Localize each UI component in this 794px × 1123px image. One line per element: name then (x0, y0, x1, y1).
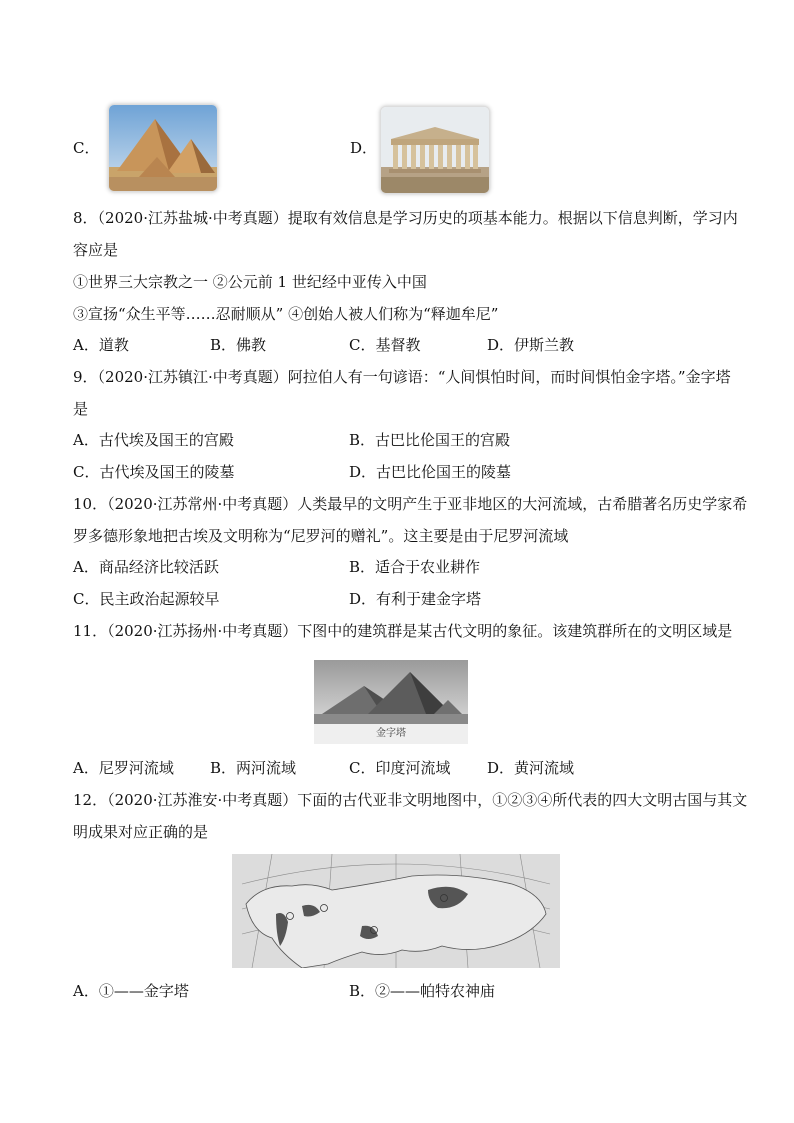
q10-option-d: D．有利于建金字塔 (349, 590, 482, 608)
ancient-civilization-map (232, 854, 560, 968)
q10-option-c: C．民主政治起源较早 (73, 590, 220, 608)
q9-stem-line1: 9．（2020·江苏镇江·中考真题）阿拉伯人有一句谚语：“人间惧怕时间，而时间惧怕金字塔。”金字塔 (73, 368, 731, 386)
q8-option-d: D．伊斯兰教 (487, 336, 575, 354)
q12-stem-line1: 12．（2020·江苏淮安·中考真题）下面的古代亚非文明地图中，①②③④所代表的四大文明古国与其文 (73, 791, 748, 809)
q10-option-a: A．商品经济比较活跃 (73, 558, 219, 576)
q11-stem-line1: 11．（2020·江苏扬州·中考真题）下图中的建筑群是某古代文明的象征。该建筑群所在的文明区域是 (73, 622, 733, 640)
q8-stem-line1: 8．（2020·江苏盐城·中考真题）提取有效信息是学习历史的项基本能力。根据以下信息判断，学习内 (73, 209, 738, 227)
option-d-label: D． (350, 139, 378, 157)
q12-option-a: A．①——金字塔 (73, 982, 189, 1000)
q10-stem-line1: 10．（2020·江苏常州·中考真题）人类最早的文明产生于亚非地区的大河流域，古希腊著名历史学家希 (73, 495, 748, 513)
q11-option-c: C．印度河流域 (349, 759, 451, 777)
q10-option-b: B．适合于农业耕作 (349, 558, 481, 576)
q9-option-c: C．古代埃及国王的陵墓 (73, 463, 235, 481)
q9-option-b: B．古巴比伦国王的宫殿 (349, 431, 511, 449)
q9-option-a: A．古代埃及国王的宫殿 (73, 431, 234, 449)
q9-option-d: D．古巴比伦国王的陵墓 (349, 463, 512, 481)
parthenon-photo (380, 106, 490, 194)
q10-stem-line2: 罗多德形象地把古埃及文明称为“尼罗河的赠礼”。这主要是由于尼罗河流域 (73, 527, 569, 545)
q8-info-line1: ①世界三大宗教之一 ②公元前 1 世纪经中亚传入中国 (73, 273, 427, 291)
option-c-label: C． (73, 139, 100, 157)
pyramid-figure (314, 660, 468, 744)
q12-stem-line2: 明成果对应正确的是 (73, 823, 209, 841)
q11-option-a: A．尼罗河流域 (73, 759, 174, 777)
q12-option-b: B．②——帕特农神庙 (349, 982, 496, 1000)
q11-option-d: D．黄河流域 (487, 759, 575, 777)
q8-stem-line2: 容应是 (73, 241, 119, 259)
pyramid-caption: 金字塔 (314, 724, 468, 744)
q9-stem-line2: 是 (73, 400, 89, 418)
q11-option-b: B．两河流域 (210, 759, 297, 777)
q8-option-a: A．道教 (73, 336, 129, 354)
q8-option-c: C．基督教 (349, 336, 421, 354)
q8-option-b: B．佛教 (210, 336, 267, 354)
pyramids-photo (108, 104, 218, 192)
q8-info-line2: ③宣扬“众生平等……忍耐顺从” ④创始人被人们称为“释迦牟尼” (73, 305, 499, 323)
